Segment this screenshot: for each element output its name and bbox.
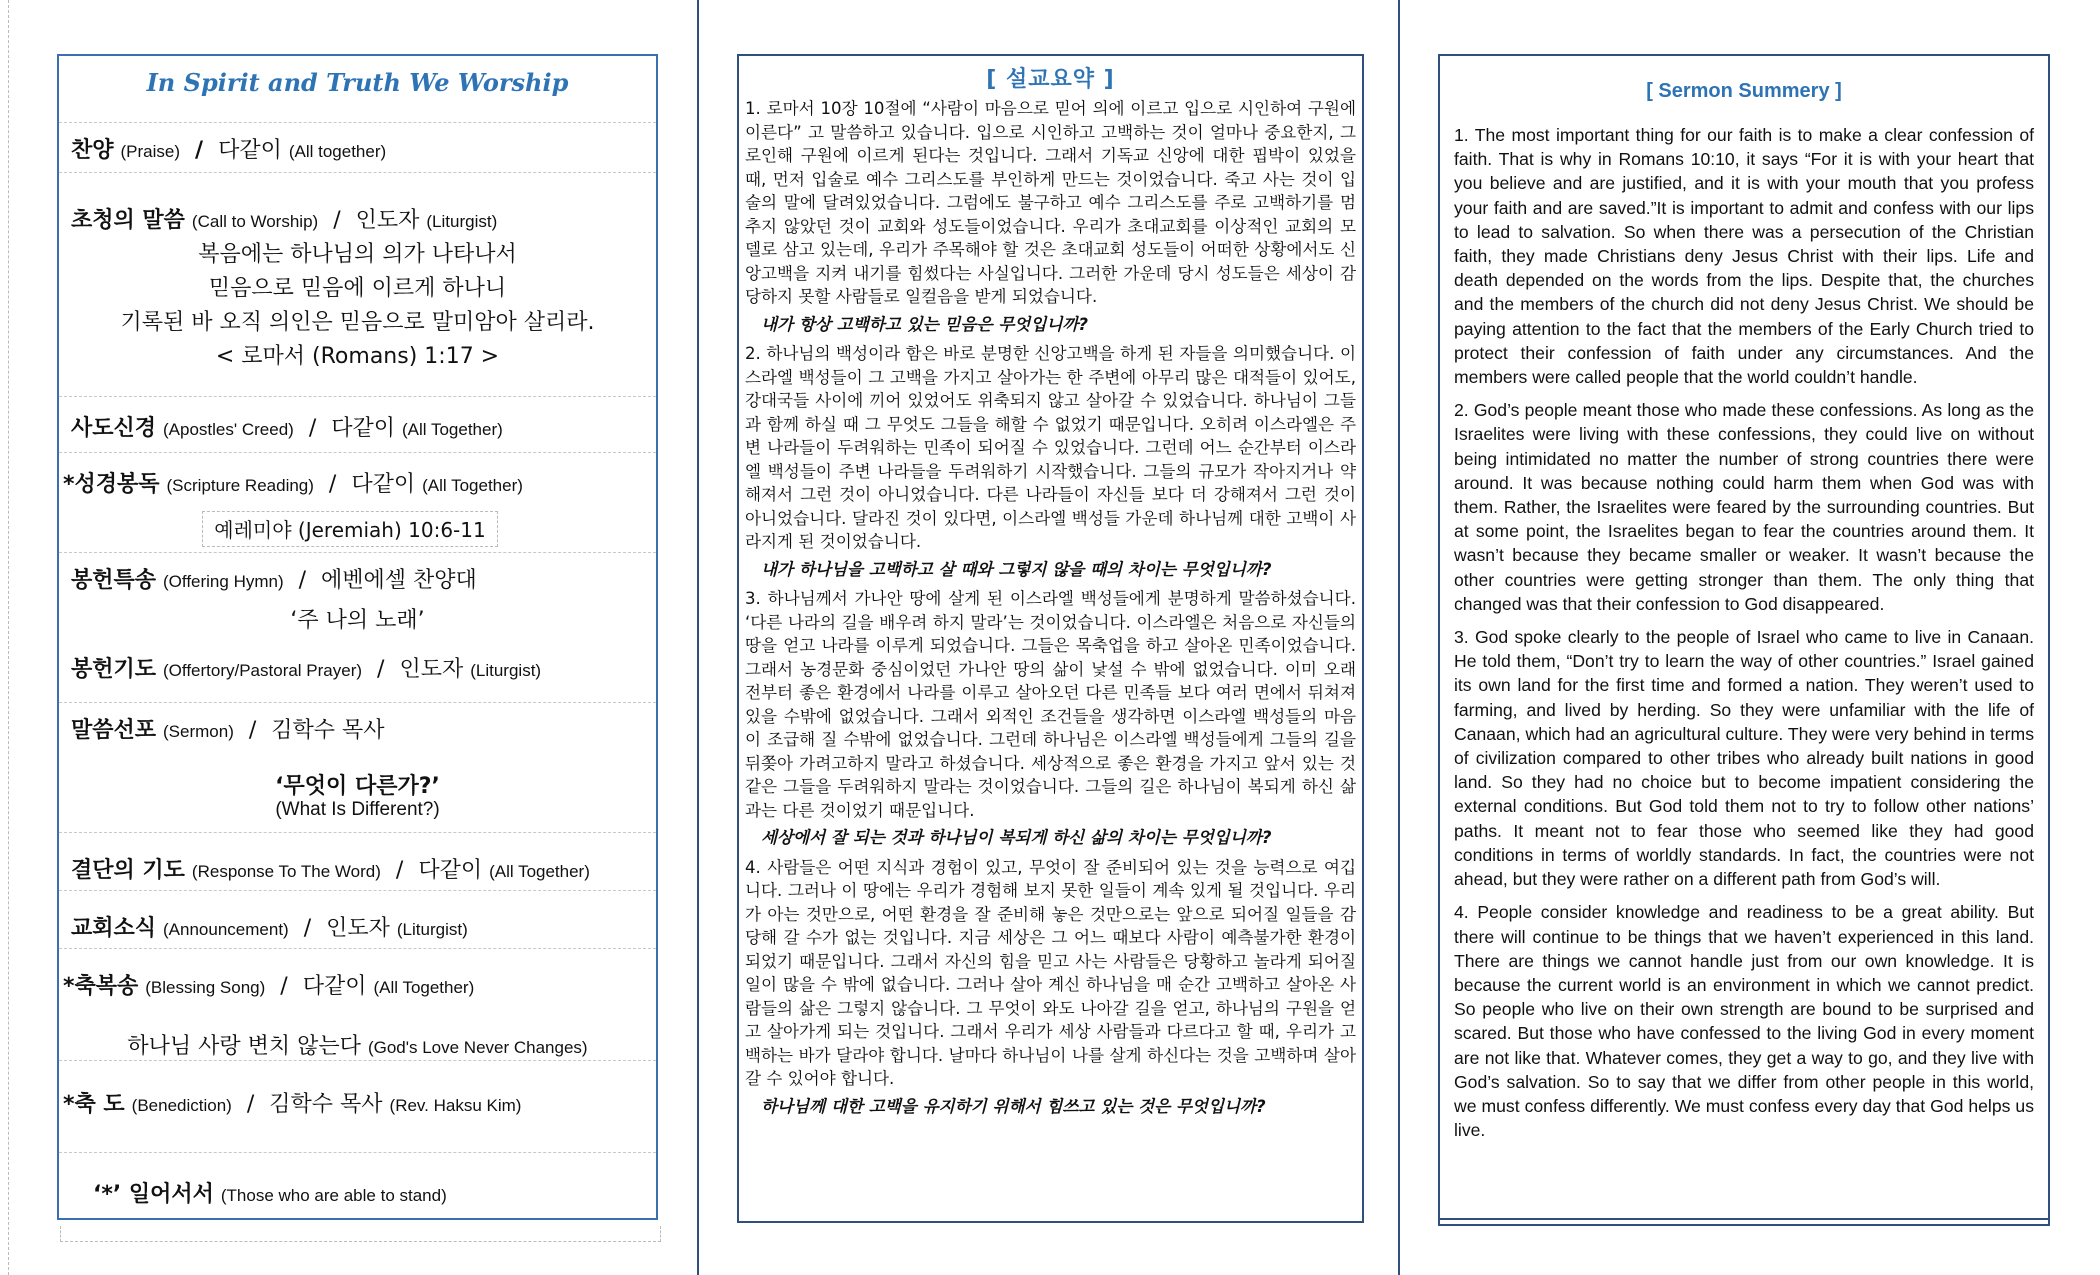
worship-item-benediction bbox=[59, 1060, 656, 1141]
item-name-en: (Scripture Reading) bbox=[166, 476, 314, 495]
order-of-worship-panel bbox=[57, 54, 658, 1220]
item-name-ko: *축복송 bbox=[63, 974, 139, 999]
worship-item-offering-hymn bbox=[59, 552, 656, 653]
korean-paragraph-2: 2. 하나님의 백성이라 함은 바로 분명한 신앙고백을 하게 된 자들을 의미했습니다. 이스라엘 백성들이 그 고백을 가지고 살아가는 한 주변에 아무리 많은 대적들이 있어도, 강대국들 사이에 끼어 있었어도 위축되지 않고 살아갈 수 있었습니다. 하나님이 그들과 함께 하실 때 그 무엇도 그들을 해할 수 없었기 때문입니다. 오히려 이스라엘은 주변 나라들이 두려워하는 민족이 되어질 수 있었습니다. 그런데 어느 순간부터 이스라엘 백성들이 주변 나라들을 두려워하기 시작했습니다. 그들의 규모가 작아지거나 약해져서 그런 것이 아니었습니다. 다른 나라들이 자신들 보다 더 강해져서 그런 것이 아니었습니다. 달라진 것이 있다면, 이스라엘 백성들 가운데 하나님께 대한 고백이 사라지게 된 것이었습니다. bbox=[745, 344, 1356, 551]
scripture-reference: 예레미야 (Jeremiah) 10:6-11 bbox=[202, 511, 498, 547]
item-name-en: (Offering Hymn) bbox=[163, 572, 284, 591]
panel-3-double-border bbox=[1438, 1218, 2050, 1220]
item-role-ko: 에벤에셀 찬양대 bbox=[321, 568, 477, 593]
english-summary-title: [ Sermon Summery ] bbox=[1646, 80, 1842, 102]
item-name-en: (Announcement) bbox=[163, 920, 289, 939]
stand-note bbox=[59, 1152, 656, 1219]
sermon-title: ‘무엇이 다른가?’ bbox=[275, 774, 440, 799]
english-paragraph-3: 3. God spoke clearly to the people of Israel who came to live in Canaan. He told them, “Don’t try to learn the way of other countries.” Israel gained its own land for the first time and formed a nation. They weren’t used to farming, and lived by herding. So they were unfamiliar with the life of Canaan, which had an agricultural culture. They were very behind in terms of civilization compared to other tribes who already built nations in good land. So they had no choice but to become impatient considering the external conditions. But God told them not to try to follow other nations’ paths. It meant not to fear those who seemed like they had good conditions in terms of worldly standards. In fact, the countries were not ahead, but they were rather on a different path from God’s will. bbox=[1454, 627, 2034, 890]
call-verse-line-2: 믿음으로 믿음에 이르게 하나니 bbox=[208, 276, 507, 301]
item-name-ko: 찬양 bbox=[71, 138, 114, 163]
call-verse-reference: < 로마서 (Romans) 1:17 > bbox=[215, 344, 500, 369]
item-name-ko: 사도신경 bbox=[71, 416, 157, 441]
item-role-en: (All Together) bbox=[489, 862, 590, 881]
item-role-en: (Liturgist) bbox=[396, 920, 468, 939]
item-role-ko: 김학수 목사 bbox=[269, 1092, 383, 1117]
slash-separator: / bbox=[298, 568, 307, 593]
worship-item-response bbox=[59, 832, 656, 893]
slash-separator: / bbox=[377, 657, 385, 682]
korean-summary-panel bbox=[737, 54, 1364, 1223]
item-role-en: (All together) bbox=[288, 142, 387, 161]
korean-question-2: 내가 하나님을 고백하고 살 때와 그렇지 않을 때의 차이는 무엇입니까? bbox=[761, 559, 1272, 579]
item-name-en: (Response To The Word) bbox=[191, 862, 381, 881]
worship-item-praise bbox=[59, 122, 656, 173]
slash-separator: / bbox=[303, 916, 312, 941]
hymn-title: ‘주 나의 노래’ bbox=[290, 608, 425, 633]
item-name-ko: 교회소식 bbox=[71, 916, 157, 941]
slash-separator: / bbox=[248, 718, 257, 743]
item-role-ko: 인도자 bbox=[355, 208, 420, 233]
item-role-ko: 다같이 bbox=[218, 138, 282, 163]
slash-separator: / bbox=[308, 416, 317, 441]
slash-separator: / bbox=[328, 472, 337, 497]
fold-line-2 bbox=[1398, 0, 1400, 1275]
slash-separator: / bbox=[333, 208, 341, 233]
item-role-ko: 인도자 bbox=[399, 657, 464, 682]
item-name-ko: 결단의 기도 bbox=[71, 858, 185, 883]
korean-question-1: 내가 항상 고백하고 있는 믿음은 무엇입니까? bbox=[761, 314, 1089, 334]
korean-question-4: 하나님께 대한 고백을 유지하기 위해서 힘쓰고 있는 것은 무엇입니까? bbox=[761, 1096, 1266, 1116]
fold-line-1 bbox=[697, 0, 699, 1275]
item-role-ko: 다같이 bbox=[418, 858, 483, 883]
english-paragraph-4: 4. People consider knowledge and readiness to be a great ability. But there will continue to be things that we haven’t experienced in this land. There are things we cannot handle just from our own knowledge. It is because the current world is an environment in which we cannot predict. So people who live on their own strength are bound to be surprised and scared. But those who have confessed to the living God in every moment are not like that. Whatever comes, they get a way to go, and they live with God’s salvation. So to say that we differ from other people in this world, we must confess differently. We must confess every day that God helps us live. bbox=[1454, 902, 2034, 1141]
slash-separator: / bbox=[395, 858, 404, 883]
item-name-en: (Apostles' Creed) bbox=[163, 420, 294, 439]
item-role-en: (Liturgist) bbox=[470, 661, 542, 680]
item-role-en: (All Together) bbox=[373, 978, 475, 997]
blessing-song-title bbox=[59, 1029, 656, 1060]
item-name-en: (Offertory/Pastoral Prayer) bbox=[163, 661, 363, 680]
item-name-en: (Praise) bbox=[120, 142, 181, 161]
item-name-en: (Sermon) bbox=[163, 722, 234, 741]
item-name-ko: 초청의 말씀 bbox=[71, 208, 185, 233]
item-role-ko: 다같이 bbox=[351, 472, 416, 497]
slash-separator: / bbox=[280, 974, 288, 999]
item-role-en: (Liturgist) bbox=[426, 212, 498, 231]
item-role-ko: 김학수 목사 bbox=[271, 718, 385, 743]
panel-1-bottom-guide bbox=[60, 1226, 661, 1242]
item-role-en: (Rev. Haksu Kim) bbox=[389, 1096, 522, 1115]
worship-item-blessing-song bbox=[59, 948, 656, 1069]
korean-question-3: 세상에서 잘 되는 것과 하나님이 복되게 하신 삶의 차이는 무엇입니까? bbox=[761, 828, 1272, 847]
korean-summary-title: [ 설교요약 ] bbox=[986, 67, 1115, 92]
worship-item-scripture-reading bbox=[59, 452, 656, 557]
worship-item-apostles-creed bbox=[59, 396, 656, 453]
korean-paragraph-1: 1. 로마서 10장 10절에 “사람이 마음으로 믿어 의에 이르고 입으로 시인하여 구원에 이른다” 고 말씀하고 있습니다. 입으로 시인하고 고백하는 것이 얼마나 중요한지, 그로인해 구원에 이르게 된다는 것입니다. 그래서 기독교 신앙에 대한 핍박이 있었을 때, 먼저 입술로 예수 그리스도를 부인하게 만드는 것이었습니다. 죽고 사는 것이 입술의 말에 달려있었습니다. 그럼에도 불구하고 예수 그리스도를 주로 고백하기를 멈추지 않았던 것이 교회와 성도들이었습니다. 우리가 초대교회를 이상적인 교회의 모델로 삼고 있는데, 우리가 주목해야 할 것은 초대교회 성도들이 어떠한 상황에서도 신앙고백을 지켜 내기를 힘썼다는 사실입니다. 그러한 가운데 당시 성도들은 세상이 감당하지 못할 사람들로 일컬음을 받게 되었습니다. bbox=[745, 99, 1356, 306]
item-role-ko: 다같이 bbox=[302, 974, 367, 999]
item-role-en: (All Together) bbox=[422, 476, 523, 495]
stand-note-ko: ‘*’ 일어서서 bbox=[93, 1182, 214, 1207]
english-paragraph-1: 1. The most important thing for our faith is to make a clear confession of faith. That is why in Romans 10:10, it says “For it is with your heart that you believe and are justified, and it is with your mouth that you profess your faith and are saved.”It is important to admit and confess with our lips to lead to salvation. So when there was a persecution of the Christian faith, they made Christians deny Jesus Christ with their lips. Life and death depended on the words from the lips. Despite that, the churches and the members of the church did not deny Jesus Christ. We should be paying attention to the fact that the members of the Early Church tried to protect their confession of faith under any circumstances. And the members were called people that the world couldn’t handle. bbox=[1454, 125, 2034, 388]
blessing-song-en: (God's Love Never Changes) bbox=[367, 1038, 588, 1057]
english-summary-panel bbox=[1438, 54, 2050, 1226]
korean-paragraph-3: 3. 하나님께서 가나안 땅에 살게 된 이스라엘 백성들에게 분명하게 말씀하셨습니다. ‘다른 나라의 길을 배우려 하지 말라’는 것이었습니다. 이스라엘은 처음으로 자신들의 땅을 얻고 나라를 이루게 되었습니다. 그들은 목축업을 하고 살아온 민족이었습니다. 그래서 농경문화 중심이었던 가나안 땅의 삶이 낯설 수 밖에 없었습니다. 이미 오래 전부터 좋은 환경에서 나라를 이루고 살아오던 다른 민족들 보다 여러 면에서 뒤쳐져 있을 수밖에 없었습니다. 그래서 외적인 조건들을 생각하면 이스라엘 백성들의 마음이 조급해 질 수밖에 없었습니다. 그런데 하나님은 이스라엘 백성들에게 그들의 길을 뒤쫒아 가려고하지 말라고 하셨습니다. 세상적으로 좋은 환경을 가지고 앞서 있는 것 같은 그들을 두려워하지 말라는 것이었습니다. 그들의 길은 하나님이 복되게 하신 삶과는 다른 것이었기 때문입니다. bbox=[745, 589, 1357, 820]
item-name-ko: 말씀선포 bbox=[71, 718, 157, 743]
call-verse-line-3: 기록된 바 오직 의인은 믿음으로 말미암아 살리라. bbox=[120, 310, 595, 335]
stand-note-en: (Those who are able to stand) bbox=[220, 1186, 447, 1205]
slash-separator: / bbox=[195, 138, 204, 163]
worship-item-announcement bbox=[59, 890, 656, 951]
sermon-title-en: (What Is Different?) bbox=[275, 799, 440, 820]
item-name-ko: *축 도 bbox=[63, 1092, 125, 1117]
item-name-en: (Blessing Song) bbox=[145, 978, 266, 997]
item-role-ko: 다같이 bbox=[331, 416, 395, 441]
slash-separator: / bbox=[246, 1092, 255, 1117]
item-name-ko: 봉헌기도 bbox=[71, 657, 157, 682]
item-role-ko: 인도자 bbox=[326, 916, 390, 941]
worship-title: In Spirit and Truth We Worship bbox=[146, 68, 569, 97]
item-name-ko: *성경봉독 bbox=[63, 472, 160, 497]
item-role-en: (All Together) bbox=[402, 420, 503, 439]
item-name-ko: 봉헌특송 bbox=[71, 568, 157, 593]
item-name-en: (Call to Worship) bbox=[191, 212, 319, 231]
korean-paragraph-4: 4. 사람들은 어떤 지식과 경험이 있고, 무엇이 잘 준비되어 있는 것을 능력으로 여깁니다. 그러나 이 땅에는 우리가 경험해 보지 못한 일들이 계속 있게 될 것입니다. 우리가 아는 것만으로, 어떤 환경을 잘 준비해 놓은 것만으로는 앞으로 되어질 일들을 감당해 갈 수가 없는 것입니다. 지금 세상은 그 어느 때보다 사람이 예측불가한 환경이 되었기 때문입니다. 그래서 자신의 힘을 믿고 사는 사람들은 당황하고 놀라게 되어질 일이 많을 수 밖에 없습니다. 그러나 살아 계신 하나님을 매 순간 고백하고 살아온 사람들의 삶은 그렇지 않습니다. 그 무엇이 와도 나아갈 길을 얻고, 하나님의 구원을 얻고 살아가게 되는 것입니다. 그래서 우리가 세상 사람들과 다르다고 할 때, 우리가 고백하는 바가 달라야 합니다. 날마다 하나님이 나를 살게 하신다는 것을 고백하며 살아 갈 수 있어야 합니다. bbox=[745, 857, 1356, 1088]
item-name-en: (Benediction) bbox=[131, 1096, 232, 1115]
call-verse-line-1: 복음에는 하나님의 의가 나타나서 bbox=[198, 242, 517, 267]
english-paragraph-2: 2. God’s people meant those who made these confessions. As long as the Israelites were living with these confessions, they could live on without being intimidated no matter the number of strong countries there were around. It was because nothing could harm them when God was with them. Rather, the Israelites were feared by the surrounding countries. But at some point, the Israelites began to fear the countries around them. It wasn’t because they became smaller or weaker. It wasn’t because the other countries were getting stronger than them. The only thing that changed was that their confession to God disappeared. bbox=[1454, 400, 2034, 614]
left-margin-guide bbox=[8, 0, 9, 1275]
blessing-song-ko: 하나님 사랑 변치 않는다 bbox=[127, 1034, 361, 1059]
